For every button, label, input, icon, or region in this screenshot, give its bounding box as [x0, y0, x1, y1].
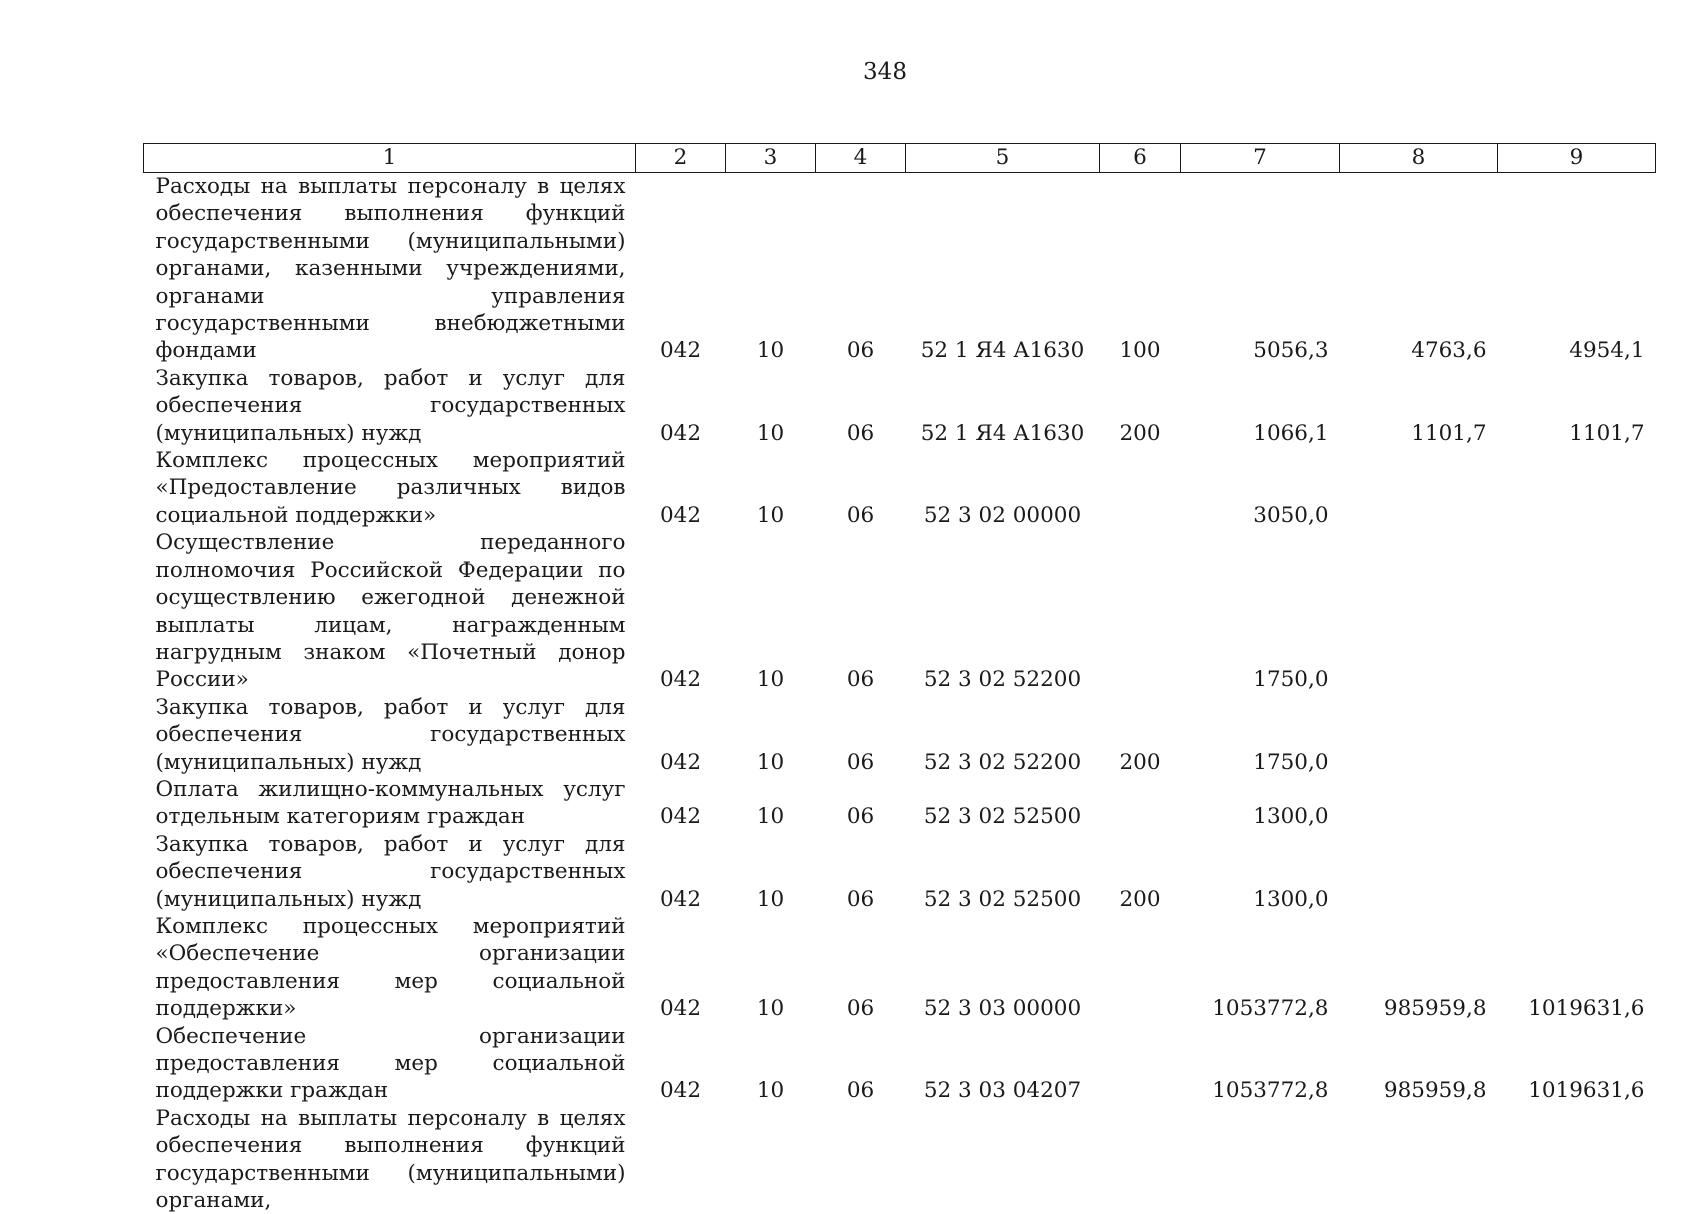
- cell-section: 10: [756, 749, 785, 775]
- cell-section: 10: [756, 420, 785, 446]
- cell-amount-col9: [1498, 776, 1656, 831]
- column-header: 2: [636, 144, 726, 173]
- cell-ministry-code: 042: [659, 667, 702, 693]
- cell-amount-col7: 1750,0: [1253, 749, 1329, 775]
- cell-section: 10: [756, 338, 785, 364]
- row-description: Оплата жилищно-коммунальных услуг отдельным категориям граждан: [155, 776, 626, 830]
- budget-table: [143, 143, 1656, 1214]
- cell-subsection: 06: [846, 749, 875, 775]
- cell-expense-type: 200: [1119, 749, 1161, 775]
- row-description: Расходы на выплаты персоналу в целях обеспечения выполнения функций государственными (муниципальными) органами,: [155, 1105, 626, 1214]
- cell-amount-col9: [1498, 447, 1656, 529]
- cell-subsection: 06: [846, 338, 875, 364]
- column-header: 5: [906, 144, 1100, 173]
- cell-amount-col9: 1019631,6: [1528, 996, 1645, 1022]
- column-header: 3: [726, 144, 816, 173]
- cell-section: 10: [756, 886, 785, 912]
- cell-amount-col8: [1340, 831, 1498, 913]
- cell-ministry-code: 042: [659, 886, 702, 912]
- cell-amount-col8: [1340, 1105, 1498, 1214]
- table-header-row: [144, 144, 1656, 173]
- row-description: Закупка товаров, работ и услуг для обеспечения государственных (муниципальных) нужд: [155, 831, 626, 912]
- cell-target-article: 52 3 02 00000: [923, 502, 1082, 528]
- cell-target-article: [906, 1105, 1100, 1214]
- cell-amount-col8: [1340, 694, 1498, 776]
- cell-subsection: 06: [846, 420, 875, 446]
- cell-ministry-code: 042: [659, 502, 702, 528]
- cell-expense-type: 200: [1119, 420, 1161, 446]
- cell-amount-col9: 1019631,6: [1528, 1078, 1645, 1104]
- cell-amount-col7: 1066,1: [1253, 420, 1329, 446]
- cell-subsection: 06: [846, 667, 875, 693]
- row-description: Комплекс процессных мероприятий «Предоставление различных видов социальной поддержки»: [155, 448, 626, 528]
- row-description: Закупка товаров, работ и услуг для обеспечения государственных (муниципальных) нужд: [155, 365, 626, 446]
- table-row: [144, 694, 1656, 776]
- cell-amount-col7: 1300,0: [1253, 886, 1329, 912]
- cell-amount-col9: 1101,7: [1569, 420, 1645, 446]
- row-description: Закупка товаров, работ и услуг для обеспечения государственных (муниципальных) нужд: [155, 694, 626, 775]
- row-description: Расходы на выплаты персоналу в целях обеспечения выполнения функций государственными (муниципальными) органами, казенными учреждениями, органами управления государственными внебюджетными фондами: [155, 174, 626, 364]
- table-row: [144, 173, 1656, 365]
- cell-subsection: 06: [846, 1078, 875, 1104]
- cell-expense-type: [1100, 447, 1181, 529]
- cell-subsection: 06: [846, 804, 875, 830]
- column-header: 9: [1498, 144, 1656, 173]
- cell-subsection: 06: [846, 502, 875, 528]
- table-row: [144, 447, 1656, 529]
- table-row: [144, 365, 1656, 447]
- cell-ministry-code: 042: [659, 996, 702, 1022]
- table-row: [144, 776, 1656, 831]
- cell-expense-type: [1100, 913, 1181, 1023]
- cell-ministry-code: 042: [659, 804, 702, 830]
- cell-expense-type: 200: [1119, 886, 1161, 912]
- cell-amount-col8: 985959,8: [1383, 996, 1487, 1022]
- row-description: Комплекс процессных мероприятий «Обеспечение организации предоставления мер социальной поддержки»: [155, 913, 626, 1022]
- row-description: Обеспечение организации предоставления мер социальной поддержки граждан: [155, 1023, 626, 1104]
- cell-amount-col9: 4954,1: [1569, 338, 1645, 364]
- cell-ministry-code: 042: [659, 749, 702, 775]
- cell-section: 10: [756, 1078, 785, 1104]
- cell-subsection: 06: [846, 886, 875, 912]
- cell-amount-col8: 1101,7: [1411, 420, 1487, 446]
- cell-amount-col8: 985959,8: [1383, 1078, 1487, 1104]
- cell-target-article: 52 3 02 52500: [923, 886, 1082, 912]
- column-header: 8: [1340, 144, 1498, 173]
- page-number: 348: [863, 59, 907, 85]
- cell-target-article: 52 3 02 52200: [923, 749, 1082, 775]
- cell-section: 10: [756, 804, 785, 830]
- cell-target-article: 52 1 Я4 А1630: [920, 420, 1085, 446]
- cell-subsection: [816, 1105, 906, 1214]
- column-header: 4: [816, 144, 906, 173]
- cell-ministry-code: 042: [659, 420, 702, 446]
- cell-section: [726, 1105, 816, 1214]
- cell-amount-col7: 1300,0: [1253, 804, 1329, 830]
- cell-amount-col7: 1053772,8: [1212, 1078, 1329, 1104]
- cell-amount-col9: [1498, 529, 1656, 693]
- cell-target-article: 52 1 Я4 А1630: [920, 338, 1085, 364]
- table-row: [144, 913, 1656, 1023]
- cell-expense-type: [1100, 1023, 1181, 1105]
- cell-amount-col7: 5056,3: [1253, 338, 1329, 364]
- cell-target-article: 52 3 02 52200: [923, 667, 1082, 693]
- cell-amount-col9: [1498, 1105, 1656, 1214]
- cell-amount-col9: [1498, 831, 1656, 913]
- cell-amount-col8: 4763,6: [1411, 338, 1487, 364]
- cell-target-article: 52 3 03 04207: [923, 1078, 1082, 1104]
- cell-expense-type: [1100, 776, 1181, 831]
- column-header: 1: [144, 144, 636, 173]
- cell-amount-col7: 1750,0: [1253, 667, 1329, 693]
- row-description: Осуществление переданного полномочия Российской Федерации по осуществлению ежегодной денежной выплаты лицам, награжденным нагрудным знаком «Почетный донор России»: [155, 530, 626, 693]
- cell-amount-col7: 3050,0: [1253, 502, 1329, 528]
- cell-amount-col7: 1053772,8: [1212, 996, 1329, 1022]
- table-row: [144, 1105, 1656, 1214]
- cell-amount-col8: [1340, 776, 1498, 831]
- cell-target-article: 52 3 02 52500: [923, 804, 1082, 830]
- cell-target-article: 52 3 03 00000: [923, 996, 1082, 1022]
- table-row: [144, 831, 1656, 913]
- cell-expense-type: 100: [1119, 338, 1161, 364]
- column-header: 6: [1100, 144, 1181, 173]
- cell-expense-type: [1100, 1105, 1181, 1214]
- cell-amount-col9: [1498, 694, 1656, 776]
- cell-section: 10: [756, 502, 785, 528]
- column-header: 7: [1181, 144, 1340, 173]
- cell-amount-col8: [1340, 529, 1498, 693]
- cell-ministry-code: [636, 1105, 726, 1214]
- table-row: [144, 529, 1656, 693]
- cell-ministry-code: 042: [659, 1078, 702, 1104]
- cell-section: 10: [756, 667, 785, 693]
- cell-amount-col7: [1181, 1105, 1340, 1214]
- table-row: [144, 1023, 1656, 1105]
- cell-subsection: 06: [846, 996, 875, 1022]
- cell-section: 10: [756, 996, 785, 1022]
- cell-amount-col8: [1340, 447, 1498, 529]
- cell-expense-type: [1100, 529, 1181, 693]
- cell-ministry-code: 042: [659, 338, 702, 364]
